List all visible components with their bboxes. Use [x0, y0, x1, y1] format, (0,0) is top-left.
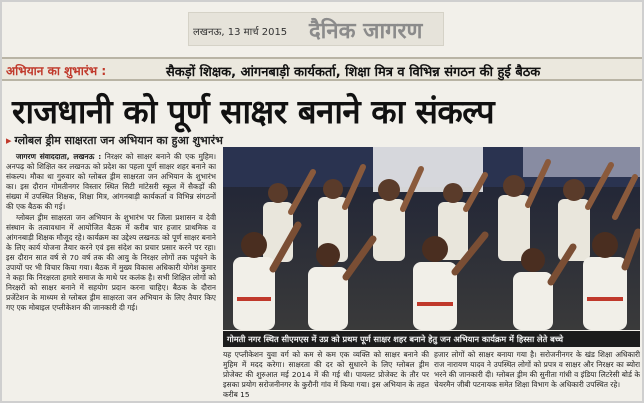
masthead	[188, 12, 444, 46]
newspaper-name: दैनिक जागरण	[309, 18, 423, 44]
subheadline-text: ग्लोबल ड्रीम साक्षरता जन अभियान का हुआ शुभारंभ	[14, 134, 223, 147]
kicker-label: अभियान का शुभारंभ :	[6, 64, 107, 78]
paragraph-text: निरक्षर को साक्षर बनाने की एक मुहिम। अनपढ़ को शिक्षित कर लखनऊ को प्रदेश का पहला पूर्ण साक्षर शहर बनाने का संकल्प। मौका था गुरुवार को ग्लोबल ड्रीम साक्षरता जन अभियान के शुभारंभ का। इस दौरान गोमतीनगर विस्तार स्थित सिटी मांटेसरी स्कूल में सैकड़ों की संख्या में उपस्थित शिक्षक, शिक्षा मित्र, आंगनबाड़ी कार्यकर्ता व विभिन्न संगठनों की एक बैठक की गई।	[6, 152, 216, 211]
subheadline	[6, 133, 223, 148]
photo-caption: गोमती नगर स्थित सीएमएस में उप्र को प्रथम पूर्ण साक्षर शहर बनाने हेतु जन अभियान कार्यक्रम में हिस्सा लेते बच्चे	[223, 331, 640, 347]
article-continuation-1: यह एप्लीकेशन युवा वर्ग को कम से कम एक व्यक्ति को साक्षर बनाने की मुहिम में मदद करेगा। साक्षरता की दर को सुधारने के लिए ग्लोबल ड्रीम प्रोजेक्ट की शुरुआत मई 2014 में की गई थी। पायलट प्रोजेक्ट के तौर पर इसका प्रयोग सरोजनीनगर के कुरौनी गांव में किया गया। इस अभियान के तहत करीब 15	[223, 350, 429, 399]
article-paragraph	[6, 152, 216, 212]
children-raising-hands-image	[223, 147, 640, 330]
kicker-bar	[2, 57, 642, 81]
news-photo	[223, 147, 640, 330]
article-body	[6, 152, 216, 397]
newspaper-clipping	[2, 2, 642, 401]
kicker-text: सैकड़ों शिक्षक, आंगनबाड़ी कार्यकर्ता, शिक्षा मित्र व विभिन्न संगठन की हुई बैठक	[166, 65, 541, 80]
masthead-date: लखनऊ, 13 मार्च 2015	[193, 27, 288, 38]
dateline: जागरण संवाददाता, लखनऊ :	[16, 152, 102, 161]
bullet-icon: ▸	[6, 134, 12, 147]
article-paragraph: ग्लोबल ड्रीम साक्षरता जन अभियान के शुभारंभ पर जिला प्रशासन व देवी संस्थान के तत्वावधान में आयोजित बैठक में करीब चार हजार प्राथमिक व आंगनबाड़ी शिक्षक मौजूद रहे। कार्यक्रम का उद्देश्य लखनऊ को पूर्ण साक्षर बनाने के लिए कार्य योजना तैयार करने एवं इस संदेश का प्रचार प्रसार करने पर रहा। इस दौरान सात वर्ष से 70 वर्ष तक की आयु के निरक्षर लोगों तक पहुंचने के उपायों पर भी विचार किया गया। बैठक में मुख्य विकास अधिकारी योगेश कुमार ने कहा कि निरक्षरता हमारे समाज के माथे पर कलंक है। सभी शिक्षित लोगों को निरक्षरों को साक्षर बनाने में सहयोग प्रदान करना चाहिए। बैठक के दौरान प्रजेंटेशन के माध्यम से ग्लोबल ड्रीम साक्षरता जन अभियान के लिए तैयार किए गए एक मोबाइल एप्लीकेशन की जानकारी दी गई।	[6, 213, 216, 312]
headline: राजधानी को पूर्ण साक्षर बनाने का संकल्प	[12, 92, 495, 131]
article-continuation-2: हजार लोगों को साक्षर बनाया गया है। सरोजनीनगर के खंड शिक्षा अधिकारी राज नारायण यादव ने उपस्थित लोगों को प्रपत्र व साक्षर और निरक्षर का ब्योरा भरने की जानकारी दी। ग्लोबल ड्रीम की सुनीता गांधी व इंडिया लिटरेसी बोर्ड के चेयरमैन जीबी पटनायक समेत शिक्षा विभाग के अधिकारी उपस्थित रहे।	[434, 350, 640, 389]
